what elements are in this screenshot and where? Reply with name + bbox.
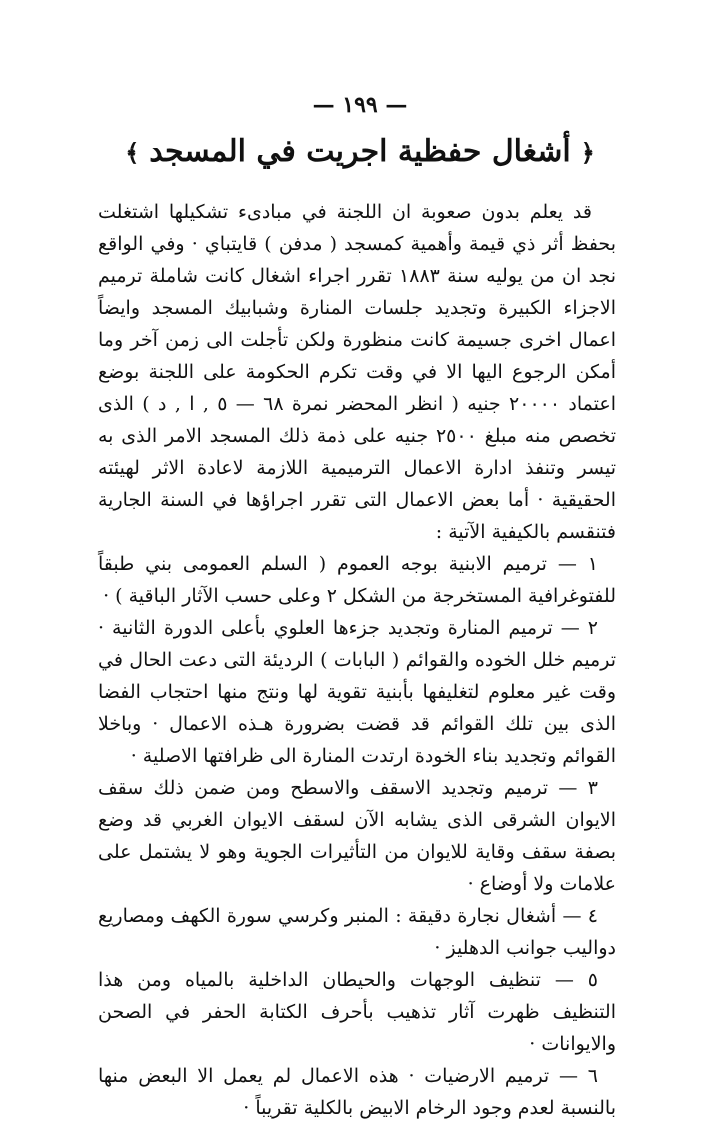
page-number: — ١٩٩ — (312, 92, 408, 118)
article-body (98, 196, 616, 1124)
title-bracket-open: ﴿ (580, 138, 595, 167)
list-item-1: ١ — ترميم الابنية بوجه العموم ( السلم العمومى بني طبقاً للفتوغرافية المستخرجة من الشكل ٢ وعلى حسب الآثار الباقية ) · (98, 553, 616, 607)
list-item-2: ٢ — ترميم المنارة وتجديد جزءها العلوي بأعلى الدورة الثانية · ترميم خلل الخوده والقوائم ( البابات ) الرديئة التى دعت الحال في وقت غير معلوم لتغليفها بأبنية تقوية لها ونتج منها احتجاب الفضا الذى بين تلك القوائم قد قضت بضرورة هـذه الاعمال · وباخلا القوائم وتجديد بناء الخودة ارتدت المنارة الى ظرافتها الاصلية · (98, 617, 616, 767)
list-item-4: ٤ — أشغال نجارة دقيقة : المنبر وكرسي سورة الكهف ومصاريع دواليب جوانب الدهليز · (98, 905, 616, 959)
list-item-3: ٣ — ترميم وتجديد الاسقف والاسطح ومن ضمن ذلك سقف الايوان الشرقى الذى يشابه الآن لسقف الايوان الغربي قد وضع بصفة سقف وقاية للايوان من التأثيرات الجوية وهو لا يشتمل على علامات ولا أوضاع · (98, 777, 616, 895)
page-title (0, 134, 720, 169)
title-text: أشغال حفظية اجريت في المسجد (149, 134, 571, 169)
intro-paragraph: قد يعلم بدون صعوبة ان اللجنة في مبادىء تشكيلها اشتغلت بحفظ أثر ذي قيمة وأهمية كمسجد ( مدفن ) قايتباي · وفي الواقع نجد ان من يوليه سنة ١٨٨٣ تقرر اجراء اشغال كانت شاملة ترميم الاجزاء الكبيرة وتجديد جلسات المنارة وشبابيك المسجد وايضاً اعمال اخرى جسيمة كانت منظورة ولكن تأجلت الى زمن آخر وما أمكن الرجوع اليها الا في وقت تكرم الحكومة على اللجنة بوضع اعتماد ٢٠٠٠٠ جنيه ( انظر المحضر نمرة ٦٨ — ٥ , ا , د ) الذى تخصص منه مبلغ ٢٥٠٠ جنيه على ذمة ذلك المسجد الامر الذى به تيسر وتنفذ ادارة الاعمال الترميمية اللازمة لاعادة الاثر لهيئته الحقيقية · أما بعض الاعمال التى تقرر اجراؤها في السنة الجارية فتنقسم بالكيفية الآتية : (98, 201, 617, 543)
title-bracket-close: ﴾ (125, 138, 140, 167)
list-item-6: ٦ — ترميم الارضيات · هذه الاعمال لم يعمل الا البعض منها بالنسبة لعدم وجود الرخام الابيض بالكلية تقريباً · (98, 1065, 616, 1119)
list-item-5: ٥ — تنظيف الوجهات والحيطان الداخلية بالمياه ومن هذا التنظيف ظهرت آثار تذهيب بأحرف الكتابة الحفر في الصحن والايوانات · (98, 969, 616, 1055)
